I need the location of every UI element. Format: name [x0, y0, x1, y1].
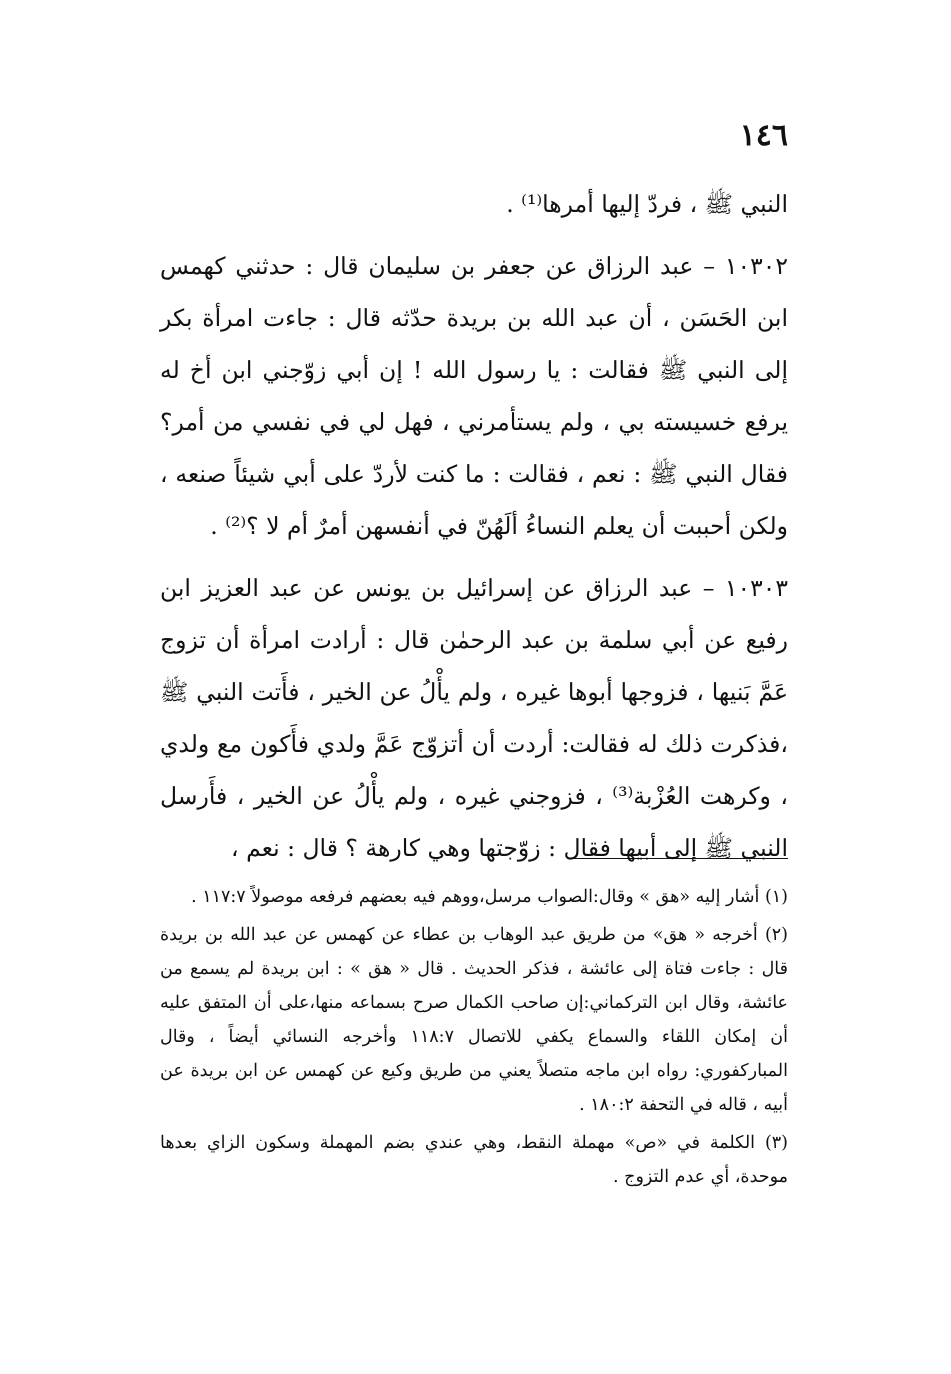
hadith-text: عبد الرزاق عن إسرائيل بن يونس عن عبد العزيز ابن رفيع عن أبي سلمة بن عبد الرحمٰن قال : أرادت امرأة أن تزوج عَمَّ بَنيها ، فزوجها أبوها غيره ، ولم يأْلُ عن الخير ، فأَتت النبي ﷺ ،فذكرت ذلك له فقالت: أردت أن أتزوّج عَمَّ ولدي فأَكون مع ولدي ، وكرهت العُزْبة⁽³⁾ ، فزوجني غيره ، ولم يأْلُ عن الخير ، فأَرسل النبي ﷺ إلى أبيها فقال : زوّجتها وهي كارهة ؟ قال : نعم ،: [160, 574, 788, 862]
page-number: ١٤٦: [739, 118, 788, 153]
footnotes: [160, 880, 788, 1198]
footnote-1: [160, 880, 788, 914]
footnote-2: [160, 918, 788, 1122]
footnote-mark: (٢): [764, 925, 788, 945]
footnote-text: أخرجه « هق» من طريق عبد الوهاب بن عطاء عن كهمس عن عبد الله بن بريدة قال : جاءت فتاة إلى عائشة ، فذكر الحديث . قال « هق » : ابن بريدة لم يسمع من عائشة، وقال ابن التركماني:إن صاحب الكمال صرح بسماعه منها،على أن المتفق عليه أن إمكان اللقاء والسماع يكفي للاتصال ١١٨:٧ وأخرجه النسائي أيضاً ، وقال المباركفوري: رواه ابن ماجه متصلاً يعني من طريق وكيع عن كهمس عن ابن بريدة عن أبيه ، قاله في التحفة ١٨٠:٢ .: [160, 925, 788, 1115]
hadith-10302: [160, 240, 788, 552]
footnote-mark: (١): [764, 887, 788, 907]
main-text: [160, 178, 788, 874]
opening-line: النبي ﷺ ، فردّ إليها أمرها⁽¹⁾ .: [506, 190, 788, 218]
footnote-mark: (٣): [764, 1133, 788, 1153]
hadith-text: عبد الرزاق عن جعفر بن سليمان قال : حدثني كهمس ابن الحَسَن ، أن عبد الله بن بريدة حدّثه قال : جاءت امرأة بكر إلى النبي ﷺ فقالت : يا رسول الله ! إن أبي زوّجني ابن أخ له يرفع خسيسته بي ، ولم يستأمرني ، فهل لي في نفسي من أمر؟ فقال النبي ﷺ : نعم ، فقالت : ما كنت لأردّ على أبي شيئاً صنعه ، ولكن أحببت أن يعلم النساءُ ألَهُنّ في أنفسهن أمرٌ أم لا ؟⁽²⁾ .: [160, 252, 788, 540]
hadith-number: ١٠٣٠٢ –: [703, 252, 788, 280]
footnote-text: أشار إليه «هق » وقال:الصواب مرسل،ووهم فيه بعضهم فرفعه موصولاً ١١٧:٧ .: [191, 887, 760, 907]
footnote-3: [160, 1126, 788, 1194]
footnote-divider: [567, 858, 788, 859]
hadith-10303: [160, 562, 788, 874]
hadith-number: ١٠٣٠٣ –: [702, 574, 788, 602]
footnote-text: الكلمة في «ص» مهملة النقط، وهي عندي بضم المهملة وسكون الزاي بعدها موحدة، أي عدم التزوج .: [160, 1133, 788, 1187]
